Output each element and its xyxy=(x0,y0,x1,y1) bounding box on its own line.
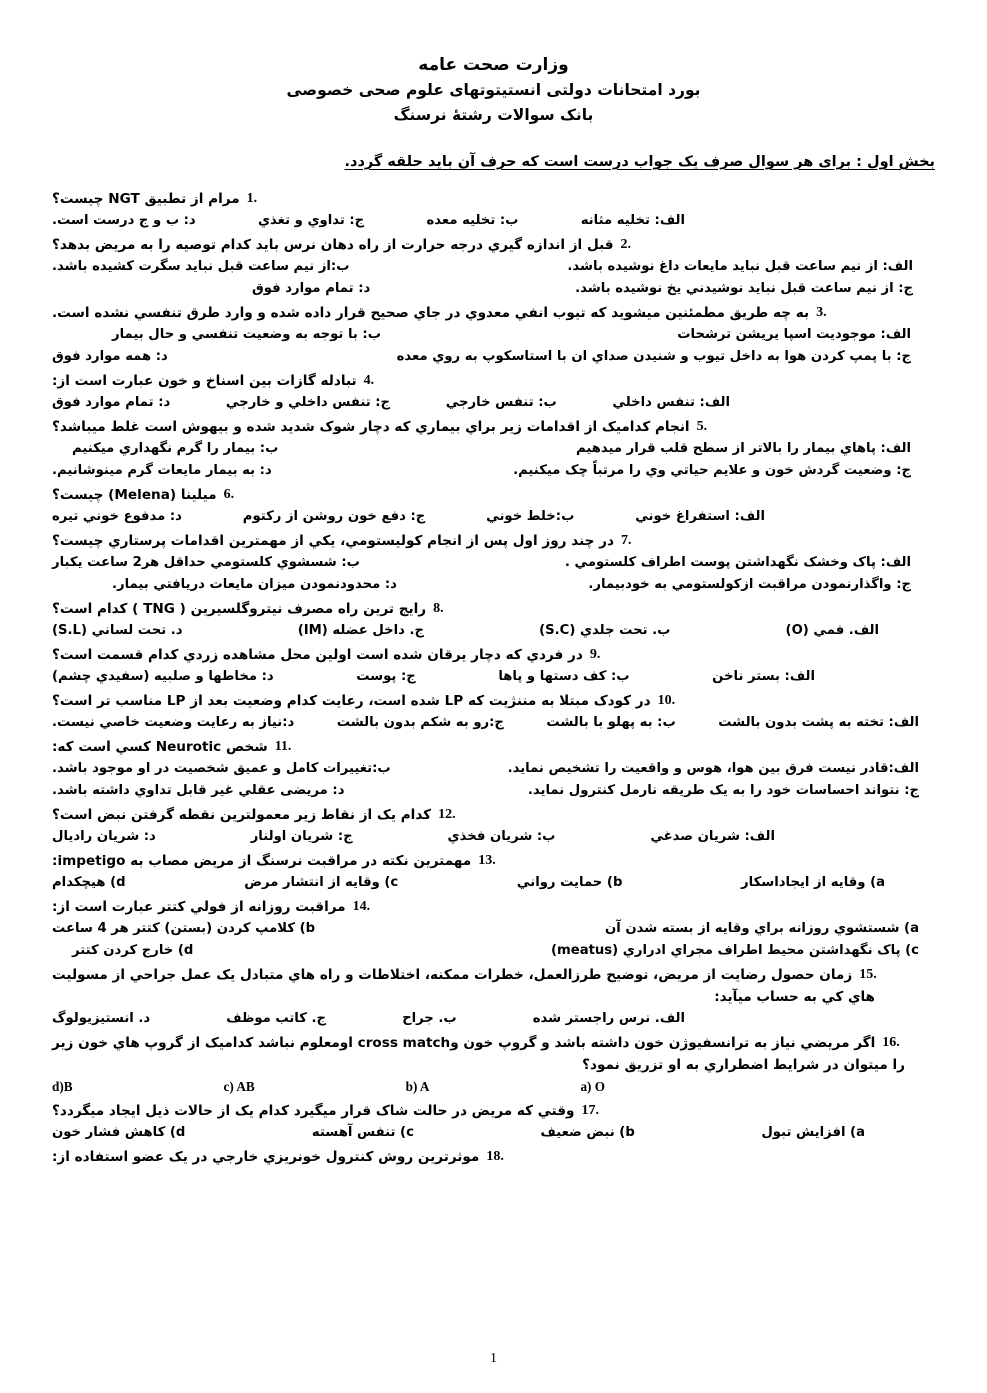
question-stem: موثرترین روش کنترول خونریزي خارجي در یک عضو استفاده از: xyxy=(52,1149,480,1165)
option-c[interactable]: ج. داخل عضله (IM) xyxy=(297,623,425,638)
document-header xyxy=(52,52,935,128)
option-b[interactable]: ب: تنفس خارجي xyxy=(445,395,557,410)
option-a[interactable]: الف: تنفس داخلي xyxy=(612,395,730,410)
option-a[interactable]: الف: پاک وخشک نگهداشتن پوست اطراف کلستومي . xyxy=(564,555,911,570)
question-number: 15. xyxy=(859,967,877,982)
question-number: 6. xyxy=(223,487,235,502)
option-d[interactable]: د: محدودنمودن میزان مایعات دریافتي بیمار. xyxy=(112,577,397,592)
option-d[interactable]: د: مدفوع خوني تیره xyxy=(52,509,182,524)
option-d[interactable]: d)B xyxy=(52,1079,73,1094)
question-stem: تبادله گازات بین اسناخ و خون عبارت است از: xyxy=(52,373,357,389)
question-stem-continued: را میتوان در شرایط اضطراري به او تزریق نمود؟ xyxy=(582,1057,905,1073)
option-b[interactable]: ب:از نیم ساعت قبل نباید سگرت کشیده باشد. xyxy=(52,259,350,274)
question-stem: در کودک مبتلا به مننژیت که LP شده است، رعایت کدام وضعیت بعد از LP مناسب تر است؟ xyxy=(52,693,651,709)
option-a[interactable]: الف. فمي (O) xyxy=(785,623,879,638)
questions-list xyxy=(52,188,935,1168)
option-a[interactable]: الف: از نیم ساعت قبل نباید مایعات داغ نوشیده باشد. xyxy=(567,259,913,274)
question-number: 10. xyxy=(657,693,676,708)
option-c[interactable]: c) پاک نگهداشتن محیط اطراف مجراي ادراري (meatus) xyxy=(551,943,919,958)
option-a[interactable]: a) O xyxy=(580,1079,605,1094)
option-b[interactable]: b) A xyxy=(405,1079,430,1094)
question-stem: رایج ترین راه مصرف نیتروگلسیرین ( TNG ) کدام است؟ xyxy=(52,601,427,617)
question-stem: در چند روز اول پس از انجام کولیستومي، یکي از مهمترین اقدامات پرستاري چیست؟ xyxy=(52,533,614,549)
question-stem: مهمترین نکته در مراقبت نرسنگ از مریض مصاب به impetigo: xyxy=(52,853,472,869)
option-a[interactable]: الف:قادر نیست فرق بین هوا، هوس و واقعیت را تشخیص نماید. xyxy=(507,761,919,776)
option-a[interactable]: a) وقایه از ایجاداسکار xyxy=(741,875,885,890)
option-b[interactable]: b) نبض ضعیف xyxy=(540,1125,635,1140)
question-number: 1. xyxy=(246,191,258,206)
option-b[interactable]: ب: با توجه به وضعیت تنفسي و حال بیمار xyxy=(112,327,381,342)
option-c[interactable]: ج: واگذارنمودن مراقبت ازکولستومي به خودبیمار. xyxy=(588,577,911,592)
option-c[interactable]: c) AB xyxy=(223,1079,255,1094)
question-stem: در فردي که دچار یرقان شده است اولین محل مشاهده زردي کدام قسمت است؟ xyxy=(52,647,583,663)
question-number: 2. xyxy=(620,237,632,252)
option-d[interactable]: d) کاهش فشار خون xyxy=(52,1125,186,1140)
option-a[interactable]: a) افزایش تبول xyxy=(761,1125,865,1140)
question-stem-continued: هاي کي به حساب میآید: xyxy=(714,989,875,1005)
option-d[interactable]: d) هیچکدام xyxy=(52,875,126,890)
question-item xyxy=(52,850,935,894)
option-a[interactable]: الف: شریان صدغي xyxy=(650,829,775,844)
option-c[interactable]: ج: نتواند احساسات خود را به یک طریقه نارمل کنترول نماید. xyxy=(527,783,919,798)
option-b[interactable]: ب:تغییرات کامل و عمیق شخصیت در او موجود باشد. xyxy=(52,761,391,776)
question-item xyxy=(52,234,935,300)
question-number: 3. xyxy=(816,305,827,320)
question-stem: اگر مریضي نیاز به ترانسفیوژن خون داشته باشد و گروپ خون وcross match اومعلوم نباشد کدامیک از گروپ هاي خون زیر xyxy=(52,1035,876,1051)
question-number: 17. xyxy=(581,1103,599,1118)
option-c[interactable]: ج: با پمپ کردن هوا به داخل تیوب و شنیدن صداي ان با استاسکوپ به روي معده xyxy=(396,349,911,364)
question-item xyxy=(52,302,935,368)
option-b[interactable]: b) حمایت رواني xyxy=(516,875,623,890)
question-number: 12. xyxy=(438,807,456,822)
question-number: 7. xyxy=(620,533,632,548)
question-item xyxy=(52,530,935,596)
option-c[interactable]: ج: شریان اولنار xyxy=(250,829,353,844)
option-d[interactable]: د. تحت لساني (S.L) xyxy=(52,623,183,638)
option-a[interactable]: الف: موجودیت اسپا یریشن ترشحات xyxy=(677,327,911,342)
option-c[interactable]: ج: تداوي و تغذي xyxy=(257,213,365,228)
option-b[interactable]: ب: تخلیه معده xyxy=(426,213,519,228)
option-c[interactable]: ج:رو به شکم بدون بالشت xyxy=(336,715,504,730)
option-a[interactable]: الف. نرس راجستر شده xyxy=(532,1011,685,1026)
question-item xyxy=(52,370,935,414)
option-b[interactable]: ب: شسشوي کلستومي حداقل هر2 ساعت یکبار xyxy=(52,555,360,570)
option-d[interactable]: د: تمام موارد فوق xyxy=(52,395,171,410)
option-c[interactable]: ج: پوست xyxy=(356,669,416,684)
option-b[interactable]: ب. جراح xyxy=(402,1011,457,1026)
option-d[interactable]: د:نیاز به رعایت وضعیت خاصي نیست. xyxy=(52,715,295,730)
option-c[interactable]: ج: وضعیت گردش خون و علایم حیاتي وي را مرتباً چک میکنیم. xyxy=(513,463,911,478)
option-b[interactable]: ب: شریان فخذي xyxy=(447,829,556,844)
question-stem: شخص Neurotic کسي است که: xyxy=(52,739,268,755)
option-a[interactable]: الف: تخلیه مثانه xyxy=(580,213,685,228)
question-item xyxy=(52,736,935,802)
question-stem: میلینا (Melena) چیست؟ xyxy=(52,487,217,503)
option-d[interactable]: د: همه موارد فوق xyxy=(52,349,168,364)
question-stem: زمان حصول رضایت از مریض، توضیح طرزالعمل، خطرات ممکنه، اختلاطات و راه هاي متبادل یک عمل جراحي از مسولیت xyxy=(52,967,853,983)
question-item xyxy=(52,416,935,482)
option-c[interactable]: ج: تنفس داخلي و خارجي xyxy=(225,395,391,410)
question-item xyxy=(52,690,935,734)
option-a[interactable]: الف: استفراغ خوني xyxy=(635,509,765,524)
option-d[interactable]: d) خارج کردن کتتر xyxy=(72,943,194,958)
option-b[interactable]: ب: به پهلو با بالشت xyxy=(546,715,676,730)
option-b[interactable]: ب. تحت جلدي (S.C) xyxy=(539,623,671,638)
option-c[interactable]: ج: دفع خون روشن از رکتوم xyxy=(242,509,426,524)
question-item xyxy=(52,484,935,528)
option-b[interactable]: b) کلامپ کردن (بستن) کتتر هر 4 ساعت xyxy=(52,921,316,936)
question-item xyxy=(52,1100,935,1144)
question-stem: وقتي که مریض در حالت شاک قرار میگیرد کدام یک از حالات ذیل ایجاد میگردد؟ xyxy=(52,1103,575,1119)
option-c[interactable]: c) تنفس آهسته xyxy=(311,1125,414,1140)
page-number: 1 xyxy=(490,1351,497,1366)
ministry-title: وزارت صحت عامه xyxy=(418,55,569,75)
option-a[interactable]: الف: تخته به پشت بدون بالشت xyxy=(718,715,919,730)
option-d[interactable]: د: مریضی عقلي غیر قابل تداوي داشته باشد. xyxy=(52,783,345,798)
question-stem: قبل از اندازه گیري درجه حرارت از راه دهان نرس باید کدام توصیه را به مریض بدهد؟ xyxy=(52,237,614,253)
question-number: 5. xyxy=(696,419,708,434)
question-stem: به چه طریق مطمئنین میشوید که تیوب انفي معدوي در جاي صحیح قرار داده شده و وارد طرق تنفسي نشده است. xyxy=(52,305,810,321)
option-d[interactable]: د. انستیزیولوگ xyxy=(52,1011,151,1026)
board-title: بورد امتحانات دولتی انستیتوتهای علوم صحی خصوصی xyxy=(286,81,701,99)
question-number: 18. xyxy=(486,1149,504,1164)
option-a[interactable]: الف: پاهاي بیمار را بالاتر از سطح قلب قرار میدهیم xyxy=(576,441,911,456)
option-d[interactable]: د: ب و ج درست است. xyxy=(52,213,196,228)
question-number: 16. xyxy=(882,1035,900,1050)
option-b[interactable]: ب: بیمار را گرم نگهداري میکنیم xyxy=(72,441,279,456)
question-item xyxy=(52,1146,935,1168)
question-item xyxy=(52,644,935,688)
question-number: 14. xyxy=(352,899,371,914)
option-c[interactable]: ج: از نیم ساعت قبل نباید نوشیدني یخ نوشیده باشد. xyxy=(575,281,913,296)
option-d[interactable]: د: مخاطها و صلبیه (سفیدي چشم) xyxy=(52,669,274,684)
question-number: 4. xyxy=(363,373,375,388)
question-number: 8. xyxy=(433,601,444,616)
question-stem: کدام یک از نقاط زیر معمولترین نقطه گرفتن نبض است؟ xyxy=(52,807,432,823)
option-d[interactable]: د: به بیمار مایعات گرم مینوشانیم. xyxy=(52,463,272,478)
option-b[interactable]: ب:خلط خوني xyxy=(486,509,575,524)
question-item xyxy=(52,804,935,848)
option-b[interactable]: ب: کف دستها و پاها xyxy=(498,669,630,684)
option-c[interactable]: ج. کاتب موظف xyxy=(226,1011,327,1026)
question-stem: مراقبت روزانه از فولي کتتر عبارت است از: xyxy=(52,899,346,915)
option-a[interactable]: a) شستشوي روزانه براي وقایه از بسته شدن آن xyxy=(604,921,919,936)
option-d[interactable]: د: شریان رادیال xyxy=(52,829,156,844)
question-number: 9. xyxy=(589,647,601,662)
question-item xyxy=(52,896,935,962)
option-d[interactable]: د: تمام موارد فوق xyxy=(252,281,371,296)
question-number: 13. xyxy=(478,853,496,868)
question-item xyxy=(52,188,935,232)
question-item xyxy=(52,964,935,1030)
option-c[interactable]: c) وقایه از انتشار مرض xyxy=(244,875,399,890)
question-item xyxy=(52,1032,935,1098)
question-item xyxy=(52,598,935,642)
question-stem: مرام از تطبیق NGT چیست؟ xyxy=(52,191,240,207)
question-bank-title: بانک سوالات رشتهٔ نرسنگ xyxy=(393,106,594,124)
question-number: 11. xyxy=(274,739,292,754)
option-a[interactable]: الف: بستر ناخن xyxy=(712,669,815,684)
question-stem: انجام کدامیک از اقدامات زیر براي بیماري که دچار شوک شدید شده و بیهوش است غلط میباشد؟ xyxy=(52,419,690,435)
section-heading: بخش اول : برای هر سوال صرف یک جواب درست است که حرف آن باید حلقه گردد. xyxy=(344,154,935,170)
